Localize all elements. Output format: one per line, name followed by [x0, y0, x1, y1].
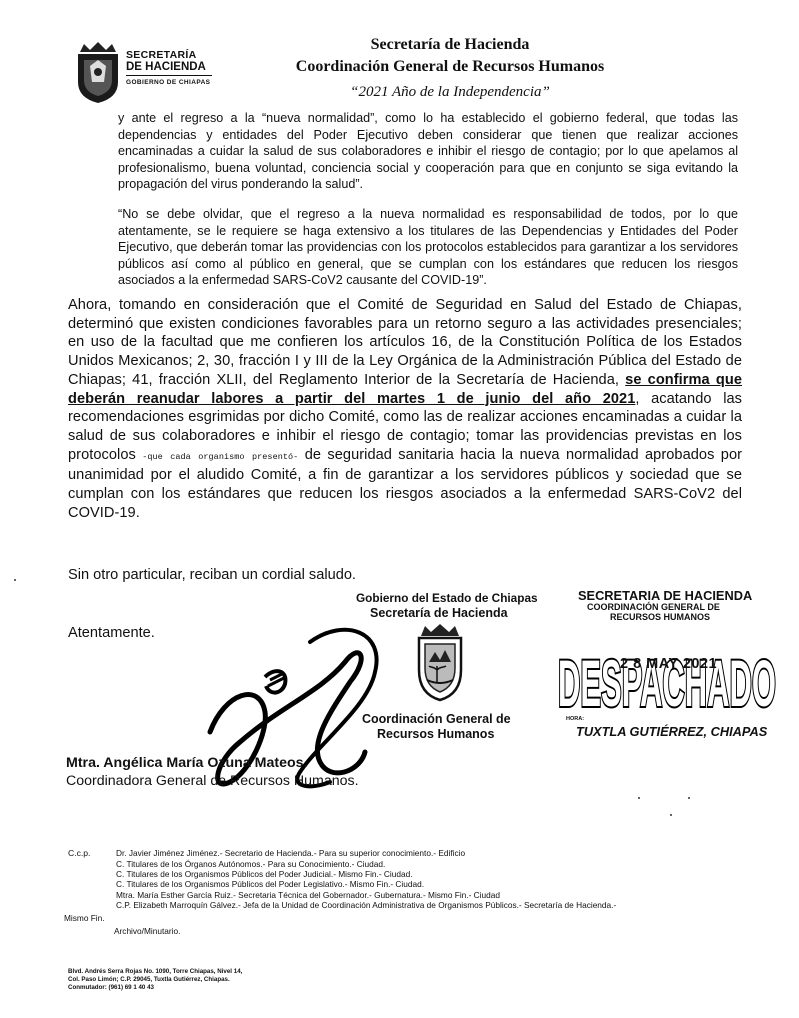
stamp-line-2: COORDINACIÓN GENERAL DE: [587, 602, 720, 612]
ccp-line: C.P. Elizabeth Marroquín Gálvez.- Jefa de la Unidad de Coordinación Administrativa de Organismos Públicos.- Secretaría de Hacienda.-: [116, 900, 617, 910]
ccp-line-continuation: Mismo Fin.: [64, 913, 105, 923]
stamp-hora-label: HORA:: [566, 716, 585, 722]
main-emphasis: se confirma que deberán reanudar labores a partir del martes 1 de junio del año 2021: [68, 371, 742, 407]
logo-line-3: GOBIERNO DE CHIAPAS: [126, 79, 211, 86]
logo-wordmark: [126, 49, 236, 86]
main-inline-note: -que cada organismo presentó-: [142, 451, 299, 462]
seal-text-top-1: Gobierno del Estado de Chiapas: [356, 591, 538, 605]
main-paragraph: [68, 296, 742, 522]
ccp-line: C. Titulares de los Organismos Públicos del Poder Legislativo.- Mismo Fin.- Ciudad.: [116, 879, 425, 889]
ccp-line: Mtra. María Esther García Ruiz.- Secretaria Técnica del Gobernador.- Gubernatura.- Mismo Fin.- Ciudad: [116, 890, 500, 900]
main-text-part-2: , acatando las recomendaciones esgrimidas por dicho Comité, como las de realizar acciones encaminadas a cuidar la salud de sus colaboradores e inhibir el riesgo de contagio; tomar las providencias previstas en los protocolos: [68, 390, 742, 463]
signer-name: Mtra. Angélica María Ozuna Mateos.: [66, 755, 308, 771]
closing-line: Sin otro particular, reciban un cordial saludo.: [68, 567, 356, 583]
header-title-coordination: Coordinación General de Recursos Humanos: [295, 58, 605, 75]
chiapas-coat-of-arms-icon: [413, 622, 467, 702]
logo-line-2: DE HACIENDA: [126, 61, 212, 76]
scan-speck: [638, 797, 640, 799]
main-text-part-3: de seguridad sanitaria hacia la nueva normalidad aprobados por unanimidad por el aludido Comité, a fin de garantizar a los servidores públicos y sociedad que se cumplan con los estándares que reducen los riesgos asociados a la enfermedad SARS-CoV2 del COVID-19.: [68, 446, 743, 521]
main-text-part-1: Ahora, tomando en consideración que el Comité de Seguridad en Salud del Estado de Chiapas, determinó que existen condiciones favorables para un retorno seguro a las actividades presenciales; en uso de la facultad que me confieren los artículos 16, de la Constitución Política de los Estados Unidos Mexicanos; 2, 30, fracción I y III de la Ley Orgánica de la Administración Pública del Estado de Chiapas; 41, fracción XLII, del Reglamento Interior de la Secretaría de Hacienda,: [68, 297, 742, 388]
header-title-ministry: Secretaría de Hacienda: [370, 36, 530, 53]
logo-line-1: SECRETARÍA: [126, 49, 197, 61]
scan-speck: [670, 814, 672, 816]
signer-title: Coordinadora General de Recursos Humanos.: [66, 773, 359, 789]
quote-paragraph-2: “No se debe olvidar, que el regreso a la nueva normalidad es responsabilidad de todos, por lo que atentamente, se le requiere se haga extensivo a los titulares de las Dependencias y Entidades del Poder Ejecutivo, que deberán tomar las providencias con los protocolos establecidos para garantizar a los servidores públicos así como al público en general, que se cumplan con los estándares que reducen los riesgos asociados a la enfermedad SARS-CoV2 causante del COVID-19”.: [118, 207, 738, 288]
seal-text-bottom-1: Coordinación General de: [362, 712, 511, 726]
scan-speck: [688, 797, 690, 799]
footer-address-line-1: Blvd. Andrés Serra Rojas No. 1090, Torre Chiapas, Nivel 14,: [68, 968, 243, 975]
ccp-line: Dr. Javier Jiménez Jiménez.- Secretario de Hacienda.- Para su superior conocimiento.- Edificio: [116, 848, 466, 858]
stamp-big-word: DESPACHADO: [558, 646, 776, 720]
stamp-city: TUXTLA GUTIÉRREZ, CHIAPAS: [576, 724, 768, 739]
quote-paragraph-1: y ante el regreso a la “nueva normalidad”, como lo ha establecido el gobierno federal, que todas las dependencias y entidades del Poder Ejecutivo deben considerar que tienen que realizar acciones encaminadas a cuidar la salud de sus colaboradores e inhibir el riesgo de contagio; por lo que apelamos al profesionalismo, buena voluntad, conciencia social y cooperación para que en conjunto se siga evitando la propagación del virus ponderando la salud”.: [118, 111, 738, 192]
header-motto: “2021 Año de la Independencia”: [350, 84, 550, 100]
ccp-line: C. Titulares de los Órganos Autónomos.- Para su Conocimiento.- Ciudad.: [116, 859, 386, 869]
regards-line: Atentamente.: [68, 625, 155, 641]
footer-address-line-2: Col. Paso Limón; C.P. 29045, Tuxtla Gutiérrez, Chiapas.: [68, 976, 230, 983]
archivo-line: Archivo/Minutario.: [114, 926, 181, 936]
seal-text-top-2: Secretaría de Hacienda: [370, 606, 508, 620]
stamp-date: 2 8 MAY 2021: [620, 656, 718, 672]
ccp-line: C. Titulares de los Organismos Públicos del Poder Judicial.- Mismo Fin.- Ciudad.: [116, 869, 413, 879]
ccp-label: C.c.p.: [68, 848, 91, 858]
scan-speck: [14, 579, 16, 581]
stamp-line-1: SECRETARIA DE HACIENDA: [578, 588, 753, 603]
stamp-line-3: RECURSOS HUMANOS: [610, 612, 711, 622]
seal-text-bottom-2: Recursos Humanos: [377, 727, 495, 741]
footer-phone: Conmutador: (961) 69 1 40 43: [68, 984, 154, 991]
hacienda-logo-icon: [74, 42, 122, 104]
